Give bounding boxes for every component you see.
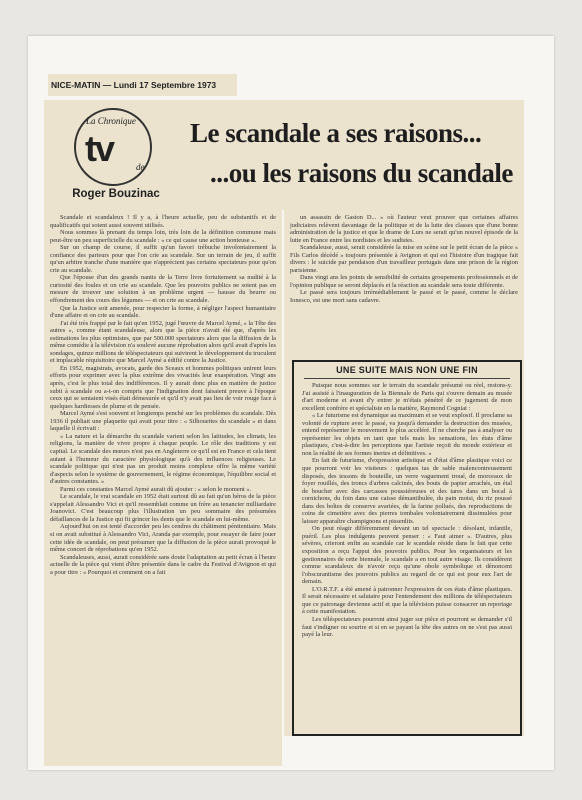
paragraph: Marcel Aymé s'est souvent et longtemps penché sur les problèmes du scandale. Dès 1936 il publiait une plaquette qui avait pour titre : « Silhouettes du scandale » et dans laquelle il écrivait : [50,410,276,433]
chronicle-logo [52,106,180,206]
paragraph: J'ai été très frappé par le fait qu'en 1952, jugé l'œuvre de Marcel Aymé, « la Tête des autres », comme étant scandaleuse, alors que la pièce n'avait été que, d'après les estimations les plus optimistes, que par 500.000 spectateurs alors que la diffusion de la même comédie à la télévision n'a soulevé aucune réprobation alors qu'il avait d'après les sondages, quinze millions de téléspectateurs qui suivirent le développement du truculent et implacable réquisitoire que Marcel Aymé a édifié contre la Justice. [50,319,276,365]
box-divider [304,378,510,379]
headline-line2: ...ou les raisons du scandale [210,158,513,188]
paragraph: Que l'épouse d'un des grands nantis de la Terre livre fortuitement sa nudité à la curiosité des foules et on crie au scandale. Que les pouvoirs publics ne soient pas en mesure de trouver une solution à un problème urgent — hausse du beurre ou effondrement des cours des légumes — et on crie au scandale. [50,274,276,305]
paragraph: En 1952, magistrats, avocats, garde des Sceaux et hommes politiques unirent leurs efforts pour exprimer avec la plus extrême des vivacités leur exaspération. Vingt ans après, c'est le plus total des indifférences. Il y aurait donc plus en matière de justice subit à scandale ou a-t-on compris que l'indignation dont faisaient preuve à l'époque ceux qui se sentaient visés était démesurée et qu'il n'y avait pas lieu de voir rouge face à quelques hardiesses de plume et de pensée. [50,364,276,410]
left-column-text [50,214,276,762]
author-name: Roger Bouzinac [72,188,160,200]
logo-letters: tv [85,128,114,169]
paragraph: Aujourd'hui on est tenté d'accorder peu les cendres du châtiment pénitentiaire. Mais si on avait substitué à Alessandro Vici, Aranda par exemple, pour essayer de faire jouer cette idée de scandale, on peut présumer que la diffusion de la pièce aurait provoqué le même concert de réprobations qu'en 1952. [50,523,276,554]
right-column-text [290,214,518,356]
paragraph: En fait de futurisme, d'expression artistique et d'état d'âme plastique voici ce que pourront voir les visiteurs : quelques tas de sable malencontreusement disposés, des tessons de bouteille, un verre vaguement troué, de morceaux de foyer rouillés, des troncs d'arbres calcinés, des bouts de papier arrachés, un étal de boucher avec des carcasses poussiéreuses et des tares dans un bocal à cornichons, du foin dans une caisse démantibulée, du pain moisi, du riz poussé dans des boîtes de conserve avariées, de la farine pollués, des reproductions de coins de cimetière avec des pierres tombales volontairement dissimulées pour laisser apparaître champignons et pissenlits. [302,457,512,525]
paragraph: Dans vingt ans les points de sensibilité de certains groupements professionnels et de l'opinion publique se seront déplacés et la réaction au scandale sera toute différente. [290,274,518,289]
paragraph: « La nature et la démarche du scandale varient selon les latitudes, les climats, les religions, la manière de vivre propre à chaque peuple. Le rôle des traditions y est capital. Le scandale des mœurs n'est pas en Angleterre ce qu'il est en France et cela tient autant à l'humeur du caractère physiologique qu'à des influences religieuses. Le scandale politique qui n'est pas un produit moins complexe offre la même variété d'aspects selon le système de gouvernement, le régime économique, l'équilibre social et d'autres constantes. » [50,432,276,486]
paragraph: Que la Justice soit amenée, pour respecter la forme, à négliger l'aspect humanitaire d'une affaire et on crie au scandale. [50,304,276,320]
paragraph: Le passé sera toujours irrémédiablement le passé et le passé, comme le déclare Ionesco, est une mort sans cadavre. [290,289,518,305]
box-title: UNE SUITE MAIS NON UNE FIN [336,365,478,375]
paragraph: Parmi ces constantes Marcel Aymé aurait dû ajouter : « selon le moment ». [60,485,252,493]
paragraph: Nous sommes là prenant du temps loin, très loin de la définition commune mais peut-être un peu superficielle du scandale : « ce qui cause une action honteuse ». [50,229,276,244]
paragraph: « Le futurisme est dynamique au maximum et se veut explosif. Il proclame sa volonté de rupture avec le passé, va jusqu'à demander la destruction des musées, entend représenter le mouvement le plus accéléré. Il ne cherche pas à analyser ou représenter les objets en tant que tels mais les sensations, les états d'âme plastiques, c'est-à-dire les perceptions que l'artiste reçoit du monde extérieur et non la réalité de ses formes inertes et définitives. » [302,412,512,457]
paragraph: Sur un champ de course, il suffit qu'un favori trébuche involontairement la confiance des parieurs pour que l'on crie au scandale. Sur un terrain de jeu, il suffit qu'un arbitre tranche d'une manière que n'apprécient pas certains spectateurs pour qu'on crie au scandale. [50,244,276,274]
paragraph: Scandale et scandaleux ! Il y a, à l'heure actuelle, peu de substantifs et de qualificatifs qui soient aussi souvent utilisés. [50,214,276,229]
newspaper-masthead: NICE-MATIN — Lundi 17 Septembre 1973 [48,74,237,96]
paragraph: On peut réagir différemment devant un tel spectacle : désolant, infantile, puéril. Les plus indulgents peuvent penser : « Faut aimer ». D'autres, plus sévères, crieront enfin au scandale car le scandale réside dans le fait que cette exposition a reçu l'appui des pouvoirs publics. Pour les organisateurs et les gestionnaires de cette biennale, le scandale a en tout autre visage. Ils considèrent comme scandaleux de n'avoir reçu qu'une obole symbolique et dénoncent l'obscurantisme des pouvoirs publics au regard de ce qui est pour eux l'art de demain. [302,525,512,586]
logo-line1: La Chronique [86,116,136,126]
paragraph: un assassin de Gaston D... » où l'auteur veut prouver que certaines affaires judiciaires relèvent davantage de la politique et de la lutte des classes que d'une bonne administration de la justice et que le drame de Lurs ne serait qu'un nouvel épisode de la lutte en France entre les nordistes et les sudistes. [290,214,518,244]
paragraph: Le scandale, le vrai scandale en 1952 était surtout dû au fait qu'un héros de la pièce s'appelait Alessandro Vici et qu'il ressemblait comme un frère au tenancier milliardaire Joanovici. C'est beaucoup plus l'illustration un peu sommaire des présumées défaillances de la Justice qui fit grincer les dents que le scandale en lui-même. [50,493,276,523]
logo-line2: de [136,162,145,172]
boxed-article [292,360,522,736]
headline-line1: Le scandale a ses raisons... [190,118,482,148]
paragraph: Les téléspectateurs pourront ainsi juger sur pièce et pourront se demander s'il faut s'indigner ou sourire et si en se payant la tête des autres on ne s'est pas aussi payé la leur. [302,615,512,639]
paragraph: Scandaleuse, aussi, serait considérée la mise en scène sur le petit écran de la pièce « Fils Carlos décédé » toujours présentée à Avignon et qui est l'histoire d'un tragique fait divers : le suicide par pendaison d'un travailleur portugais dans une prison de la région parisienne. [290,244,518,274]
paragraph: L'O.R.T.F. a été amené à patronner l'expression de ces états d'âme plastiques. Il serait nécessaire et salutaire pour l'entendement des millions de téléspectateurs que ce patronage devienne actif et que la télévision puisse consacrer un reportage à cette manifestation. [302,585,512,616]
paragraph: Puisque nous sommes sur le terrain du scandale présumé ou réel, restons-y. J'ai assisté à l'inauguration de la Biennale de Paris qui s'ouvre demain au musée d'art moderne et avant d'y entrer je m'étais pénétré de ce jugement de mon excellent confrère et spécialiste en la matière, Raymond Cogniat : [302,382,512,412]
box-text [302,382,512,730]
paragraph: Scandaleuses, aussi, aurait considérée sans doute l'adaptation au petit écran à l'heure actuelle de la pièce qui vient d'être présentée dans le cadre du Festival d'Avignon et qui a pour titre : « Pourquoi et comment on a fait [50,553,276,576]
